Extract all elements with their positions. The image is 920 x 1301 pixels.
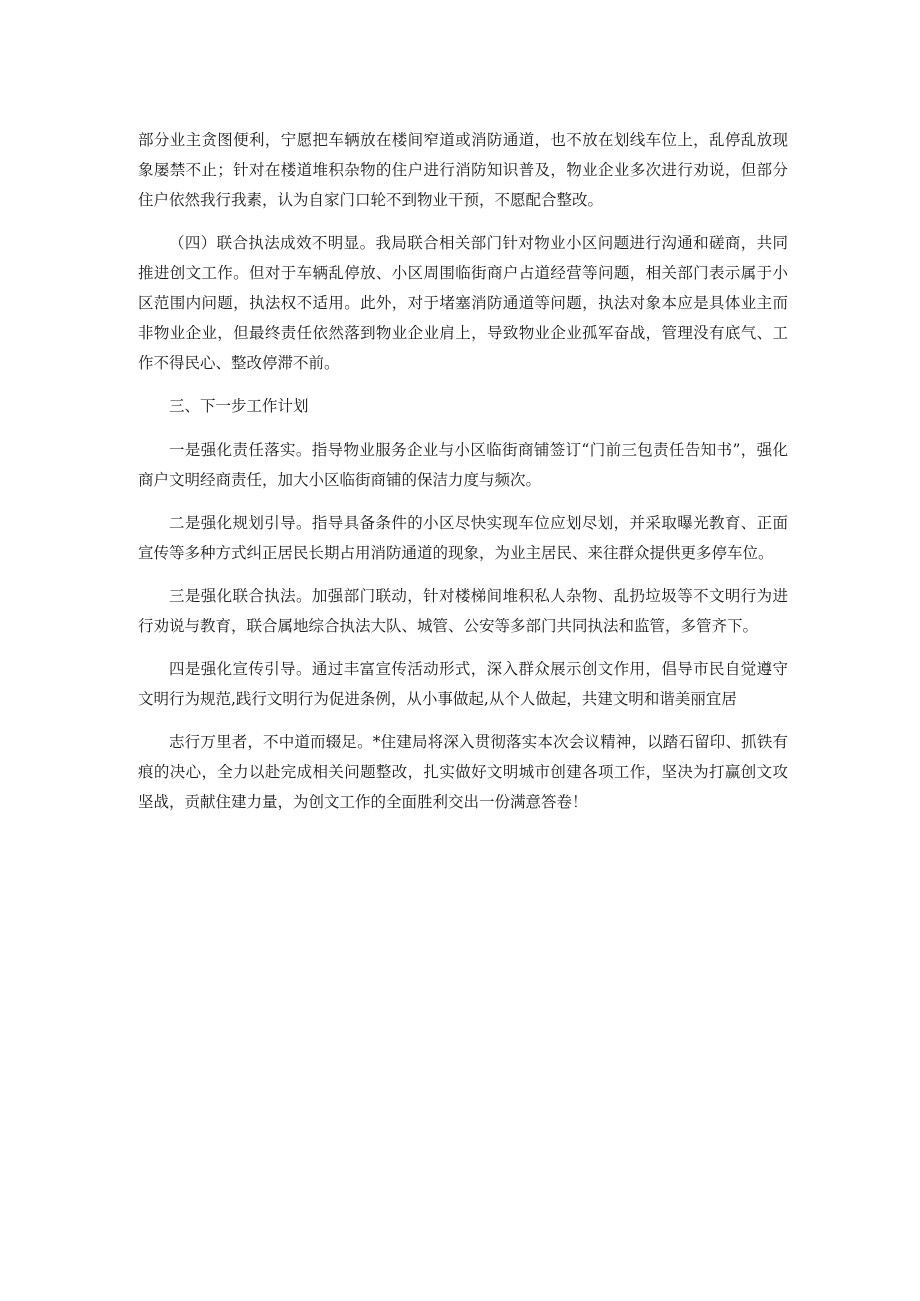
paragraph-joint-enforcement: （四）联合执法成效不明显。我局联合相关部门针对物业小区问题进行沟通和磋商，共同推进创文工作。但对于车辆乱停放、小区周围临街商户占道经营等问题，相关部门表示属于小区范围内问题，执法权不适用。此外，对于堵塞消防通道等问题，执法对象本应是具体业主而非物业企业，但最终责任依然落到物业企业肩上，导致物业企业孤军奋战，管理没有底气、工作不得民心、整改停滞不前。 [138, 234, 788, 372]
paragraph-plan-2: 二是强化规划引导。指导具备条件的小区尽快实现车位应划尽划，并采取曝光教育、正面宣传等多种方式纠正居民长期占用消防通道的现象，为业主居民、来往群众提供更多停车位。 [138, 514, 788, 562]
paragraph-plan-3: 三是强化联合执法。加强部门联动，针对楼梯间堆积私人杂物、乱扔垃圾等不文明行为进行劝说与教育，联合属地综合执法大队、城管、公安等多部门共同执法和监管，多管齐下。 [138, 587, 788, 635]
paragraph-plan-1: 一是强化责任落实。指导物业服务企业与小区临街商铺签订“门前三包责任告知书”，强化商户文明经商责任，加大小区临街商铺的保洁力度与频次。 [138, 441, 788, 489]
paragraph-plan-4: 四是强化宣传引导。通过丰富宣传活动形式，深入群众展示创文作用，倡导市民自觉遵守文明行为规范,践行文明行为促进条例，从小事做起,从个人做起，共建文明和谐美丽宜居 [138, 660, 788, 708]
document-body [138, 125, 788, 830]
paragraph-continuation: 部分业主贪图便利，宁愿把车辆放在楼间窄道或消防通道，也不放在划线车位上，乱停乱放现象屡禁不止；针对在楼道堆积杂物的住户进行消防知识普及，物业企业多次进行劝说，但部分住户依然我行我素，认为自家门口轮不到物业干预，不愿配合整改。 [138, 131, 788, 209]
section-heading-next-steps: 三、下一步工作计划 [169, 397, 309, 415]
paragraph-conclusion: 志行万里者，不中道而辍足。*住建局将深入贯彻落实本次会议精神，以踏石留印、抓铁有痕的决心，全力以赴完成相关问题整改，扎实做好文明城市创建各项工作，坚决为打赢创文攻坚战，贡献住建力量，为创文工作的全面胜利交出一份满意答卷！ [138, 733, 788, 811]
